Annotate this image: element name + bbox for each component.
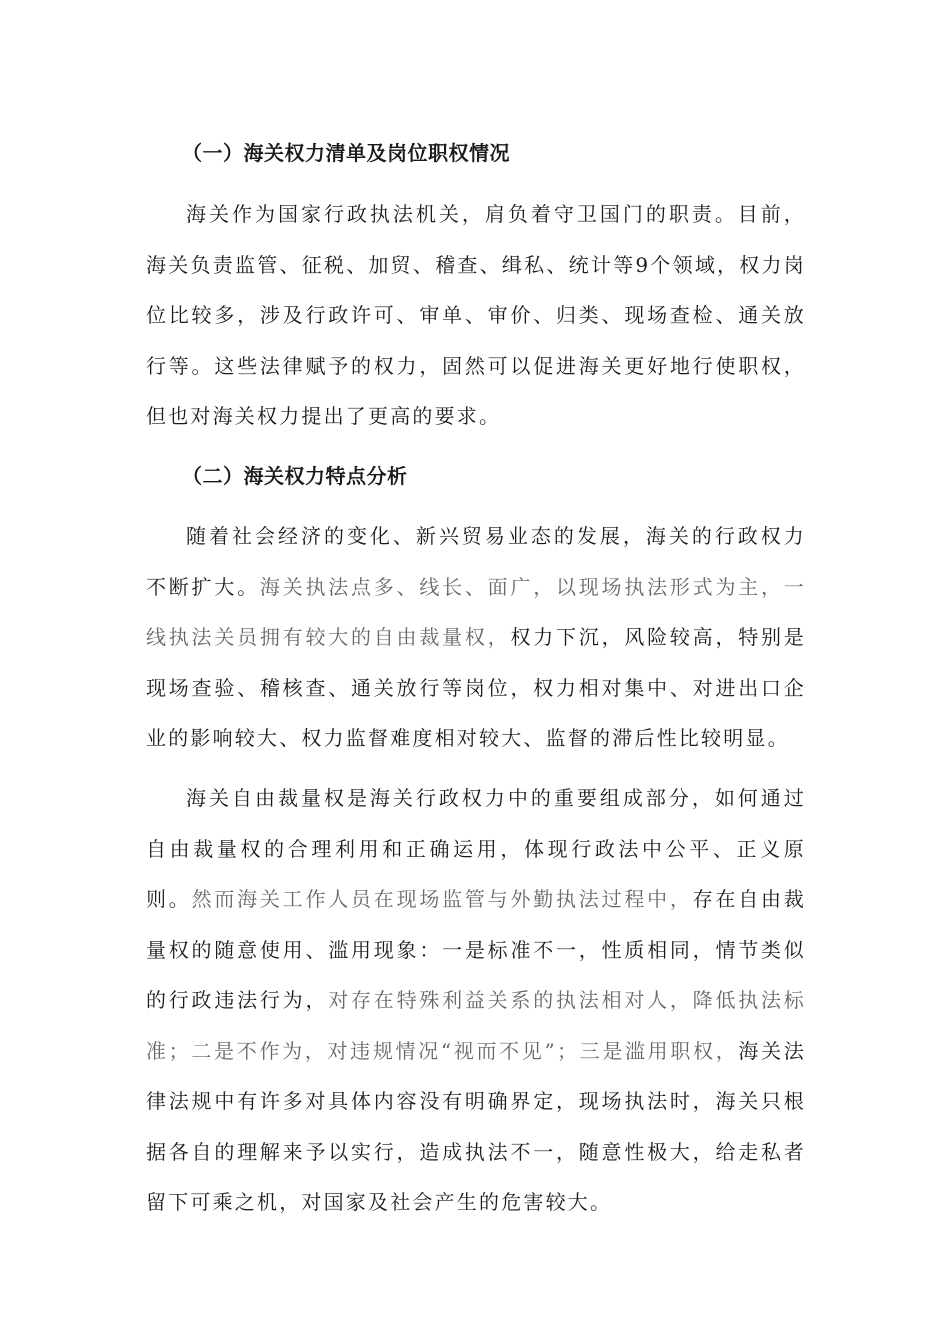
paragraph-2 [146, 511, 806, 764]
text-run-muted: 然而海关工作人员在现场监管与外勤执法过程中， [191, 887, 693, 911]
text-run: 存在自由裁量权的随意使用、滥用现象：一是标准不一，性质相同，情节类似的行政违法行为， [146, 887, 806, 1012]
text-run: 海关自由裁量权是海关行政权力中的重要组成部分，如何通过自由裁量权的合理利用和正确运用，体现行政法中公平、正义原则。 [146, 786, 806, 911]
paragraph-3 [146, 773, 806, 1228]
text-run: 海关作为国家行政执法机关，肩负着守卫国门的职责。目前，海关负责监管、征税、加贸、稽查、缉私、统计等9个领域，权力岗位比较多，涉及行政许可、审单、审价、归类、现场查检、通关放行等。这些法律赋予的权力，固然可以促进海关更好地行使职权，但也对海关权力提出了更高的要求。 [146, 202, 806, 428]
text-run: 海关法律法规中有许多对具体内容没有明确界定，现场执法时，海关只根据各自的理解来予以实行，造成执法不一，随意性极大，给走私者留下可乘之机，对国家及社会产生的危害较大。 [146, 1038, 806, 1214]
section-heading-2: （二）海关权力特点分析 [182, 464, 408, 488]
text-run-muted: 对存在特殊利益关系的执法相对人，降低执法标准；二是不作为，对违规情况“视而不见”；三是滥用职权， [146, 988, 806, 1063]
text-run-muted: 海关执法点多、线长、面广，以现场执法形式为主，一线执法关员拥有较大的自由裁量权， [146, 574, 806, 649]
text-run: 随着社会经济的变化、新兴贸易业态的发展，海关的行政权力不断扩大。 [146, 524, 806, 599]
text-run: 权力下沉，风险较高，特别是现场查验、稽核查、通关放行等岗位，权力相对集中、对进出口企业的影响较大、权力监督难度相对较大、监督的滞后性比较明显。 [146, 625, 806, 750]
paragraph-1 [146, 189, 806, 442]
section-heading-1: （一）海关权力清单及岗位职权情况 [182, 141, 510, 165]
